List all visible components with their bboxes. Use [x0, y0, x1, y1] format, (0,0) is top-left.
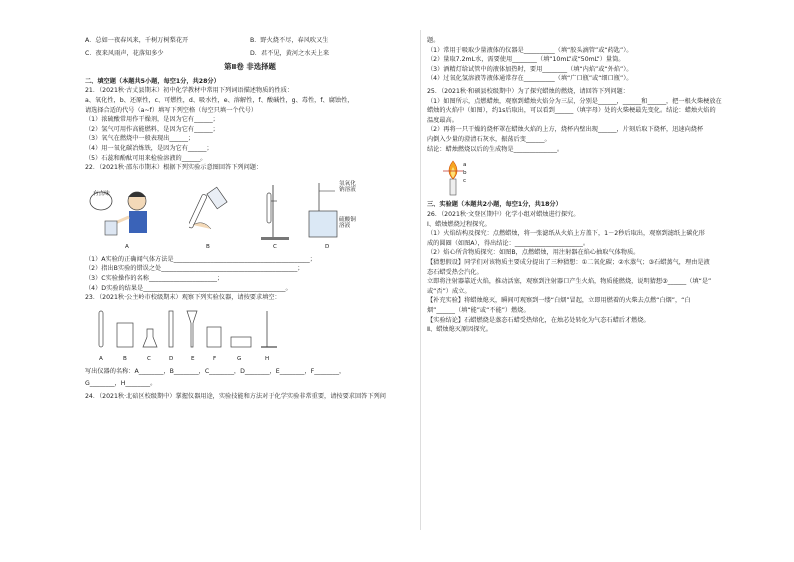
q21-line: （4）用一氧化碳冶炼铁，是因为它有______； [85, 144, 213, 152]
right-column [427, 36, 757, 335]
q24-line: （1）常用于吸取少量液体的仪器是__________（填“胶头滴管”或“药匙”）。 [427, 46, 633, 54]
flame-label-c: c [463, 178, 467, 185]
instrument-label-g: G [237, 355, 242, 362]
q22-line: （4）D实验的结果是______________________________________________。 [85, 284, 292, 292]
instrument-label-f: F [213, 355, 217, 362]
instrument-label-c: C [147, 355, 151, 362]
flame-label-a: a [463, 162, 467, 169]
instrument-label-h: H [265, 355, 270, 362]
q22-intro: 22．（2021秋·邵东市期末）根据下列实验示意图回答下列问题： [85, 164, 263, 172]
q21-line: （5）石蕊和酚酞可用来检验溶液的______。 [85, 154, 207, 162]
q25-line: 25．（2021秋·和硕县校级期中）为了探究蜡烛的燃烧，请回答下列问题： [427, 88, 629, 96]
section-3-heading: 三、实验题（本题共2小题，每空1分，共18分） [427, 201, 562, 209]
q23-intro: 23．（2021秋·公主岭市校级期末）观察下列实验仪器，请按要求填空： [85, 294, 281, 302]
q26-line: 【补充实验】将蜡烛熄灭，瞬间可观察到一缕“白烟”冒起，立即用燃着的火柴去点燃“白烟”，“白 [427, 297, 691, 305]
q26-line: 【实验结论】石蜡燃烧是蒸态石蜡受热熔化，在烛芯处转化为气态石蜡后才燃烧。 [427, 316, 650, 324]
part-title: 第Ⅱ卷 非选择题 [224, 62, 276, 72]
q26-line: 成的圆圈（如图A），得出结论：______________________。 [427, 239, 590, 247]
q21-line: （2）氢气可用作高能燃料，是因为它有______； [85, 125, 219, 133]
option-b: B．野火烧不尽，春风吹又生 [250, 37, 329, 44]
fig-label-naoh: 氢氧化钠溶液 [339, 180, 356, 194]
instrument-label-e: E [191, 355, 195, 362]
fig-label-d: D [325, 243, 330, 250]
q21-line: 21．（2021秋·古丈县期末）初中化学教材中常用下列词语描述物质的性质： [85, 87, 294, 95]
q21-line: 请选择合适的代号（a~f）填写下列空格（每空只填一个代号） [85, 106, 258, 114]
q21-line: （3）氧气在燃烧中一般表现出______； [85, 135, 195, 143]
q24-line: （2）量取7.2mL水，需要使用________（填“10mL”或“50mL”）量筒。 [427, 56, 625, 64]
instrument-label-d: D [169, 355, 174, 362]
q22-figure [85, 177, 415, 251]
q25-line: 内倒入少量的澄清石灰水，振荡后变______。 [427, 136, 551, 144]
q26-line: （2）焰心所含物质探究：如图B，点燃蜡烛，用注射器在焰心抽取气体物质。 [427, 249, 640, 257]
test-tube-stand-illustration [253, 181, 297, 241]
options-row-1 [85, 36, 415, 46]
q24-line: 题。 [427, 37, 440, 44]
q24-line: （3）酒精灯给试管中的液体加热时，要用________（填“内焰”或“外焰”）。 [427, 65, 633, 73]
q23-figure [85, 307, 415, 363]
q21-line: （1）浓硫酸常用作干燥剂，是因为它有______； [85, 116, 219, 124]
left-column [85, 36, 415, 402]
instrument-label-b: B [123, 355, 127, 362]
q22-line: （1）A实验的正确闻气体方法是____________________________________________； [85, 255, 316, 263]
q23-line: 写出仪器的名称：A________，B________，C________，D________，E________，F________， [85, 367, 346, 375]
q26-line: Ⅱ、蜡烛熄灭原因探究。 [427, 326, 492, 334]
option-c: C．夜来风雨声，花落知多少 [85, 49, 164, 57]
flame-label-b: b [463, 170, 467, 177]
q26-line: 或“否”）成立。 [427, 287, 471, 295]
section-2-heading: 二、填空题（本题共5小题，每空1分，共28分） [85, 77, 220, 85]
fig-label-a: A [125, 243, 129, 250]
q26-line: 26．（2021秋·文登区期中）化学小组对蜡烛进行探究。 [427, 210, 580, 218]
options-row-2 [85, 49, 415, 59]
q25-line: （2）再将一只干燥的烧杯罩在蜡烛火焰的上方，烧杯内壁出现______，片刻后取下烧杯，迅速向烧杯 [427, 126, 704, 134]
q22-line: （2）指出B实验的错误之处____________________________________________； [85, 265, 304, 273]
column-divider [420, 30, 421, 530]
q24-intro: 24．（2021秋·北碚区校级期中）掌握仪器用途，实验技能和方法对于化学实验非常重要，请按要求回答下列问 [85, 393, 386, 401]
lab-instruments-illustration [95, 307, 285, 353]
fig-label-c: C [273, 243, 277, 250]
q25-line: 结论：蜡烛燃烧以后的生成物是______________。 [427, 145, 564, 153]
q25-line: 温度最高。 [427, 116, 458, 124]
q26-line: （1）火焰结构及探究：点燃蜡烛，将一张滤纸从火焰上方盖下，1－2秒后取出，观察到滤纸上碳化形 [427, 230, 705, 238]
q25-figure [427, 157, 757, 197]
q26-line: Ⅰ、蜡烛燃烧过程探究。 [427, 220, 491, 228]
q22-line: （3）C实验操作的名称______________________； [85, 275, 224, 282]
q25-line: （1）如图所示，点燃蜡烛，观察到蜡烛火焰分为三层，分别是______，______和______，把一根火柴梗放在 [427, 97, 722, 105]
q26-line: 【猜想假设】同学们对该物质主要成分提出了三种猜想：①二氧化碳；②水蒸气；③石蜡蒸气，理由是液 [427, 258, 710, 266]
fig-label-cuso4: 硫酸铜溶液 [339, 216, 356, 230]
fig-label-b: B [206, 243, 210, 250]
q26-line: 烟”______（填“能”或“不能”）燃烧。 [427, 307, 530, 315]
q23-line: G________，H________。 [85, 380, 157, 388]
pouring-liquid-illustration [189, 185, 245, 239]
q25-line: 蜡烛的火焰中（如图），约1s后取出，可以看到______（填字母）处的火柴梗最先变化。结论：蜡烛火焰的 [427, 107, 716, 115]
q26-line: 态石蜡受热会汽化。 [427, 268, 483, 276]
q24-line: （4）过氧化氢溶液等液体通常存在__________（填“广口瓶”或“细口瓶”）。 [427, 75, 633, 83]
instrument-label-a: A [99, 355, 103, 362]
fig-label-smell: 有点味 [93, 190, 110, 197]
q26-line: 立即将注射器靠近火焰，推动活塞，观察到注射器口产生火焰，物质能燃烧，说明猜想③______（填“是” [427, 278, 712, 286]
option-d: D．君不见，黄河之水天上来 [250, 49, 330, 57]
q21-line: a、氧化性，b、还原性，c、可燃性，d、吸水性，e、溶解性，f、酸碱性，g、毒性，f、腐蚀性， [85, 96, 354, 104]
option-a: A．总如一夜春风来，千树万树梨花开 [85, 37, 189, 44]
